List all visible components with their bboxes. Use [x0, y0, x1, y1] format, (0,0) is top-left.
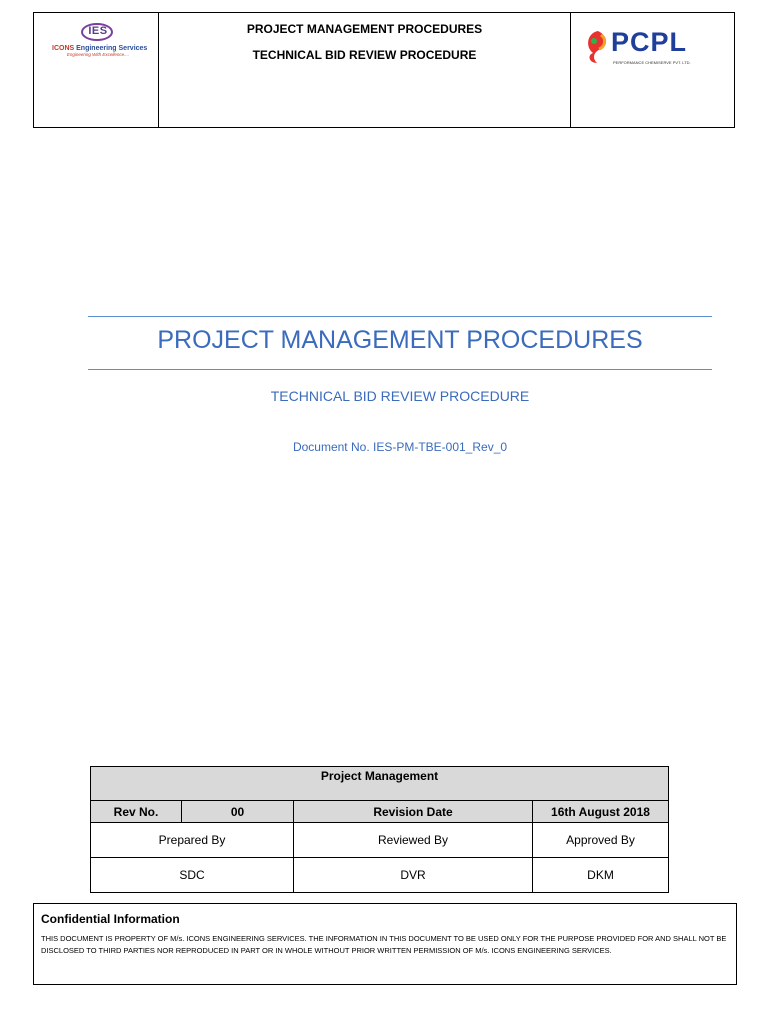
table-row — [91, 858, 669, 893]
header-title-cell — [159, 13, 570, 127]
approved-by-name: DKM — [533, 858, 669, 893]
header-line-2: TECHNICAL BID REVIEW PROCEDURE — [252, 48, 477, 62]
rev-no-value: 00 — [182, 801, 294, 823]
ies-logo-tagline: Engineering With Excellence.... — [66, 52, 130, 57]
page-header — [33, 12, 735, 128]
pcpl-logo-mark: PCPL — [611, 27, 688, 57]
document-number: Document No. IES-PM-TBE-001_Rev_0 — [292, 440, 508, 454]
ies-logo — [52, 23, 148, 57]
prepared-by-label: Prepared By — [91, 823, 294, 858]
revision-date-label: Revision Date — [294, 801, 533, 823]
prepared-by-name: SDC — [91, 858, 294, 893]
pcpl-swirl-icon — [583, 27, 613, 67]
document-title: PROJECT MANAGEMENT PROCEDURES — [157, 326, 643, 354]
reviewed-by-name: DVR — [294, 858, 533, 893]
revision-date-value: 16th August 2018 — [533, 801, 669, 823]
table-row — [91, 801, 669, 823]
title-rule-bottom — [88, 369, 712, 370]
header-left-logo-cell — [34, 13, 159, 127]
table-heading: Project Management — [91, 767, 669, 801]
header-right-logo-cell — [570, 13, 734, 127]
header-line-1: PROJECT MANAGEMENT PROCEDURES — [246, 22, 483, 36]
pcpl-logo — [583, 27, 691, 72]
document-subtitle: TECHNICAL BID REVIEW PROCEDURE — [270, 388, 530, 404]
title-rule-top — [88, 316, 712, 317]
table-row — [91, 767, 669, 801]
pcpl-logo-subtitle: PERFORMANCE CHEMISERVE PVT. LTD. — [613, 60, 691, 65]
project-management-table — [90, 766, 669, 893]
rev-no-label: Rev No. — [91, 801, 182, 823]
confidential-title: Confidential Information — [41, 912, 180, 926]
confidential-box — [33, 903, 737, 985]
approved-by-label: Approved By — [533, 823, 669, 858]
ies-logo-name: ICONS Engineering Services — [52, 45, 148, 52]
ies-logo-mark: IES — [81, 23, 115, 43]
reviewed-by-label: Reviewed By — [294, 823, 533, 858]
confidential-body: THIS DOCUMENT IS PROPERTY OF M/s. ICONS ENGINEERING SERVICES. THE INFORMATION IN THIS DOCUMENT TO BE USED ONLY FOR THE PURPOSE PROVIDED FOR AND SHALL NOT BE DISCLOSED TO THIRD PARTIES NOR REPRODUCED IN PART OR IN WHOLE WITHOUT PRIOR WRITTEN PERMISSION OF M/s. ICONS ENGINEERING SERVICES. — [41, 934, 727, 955]
table-row — [91, 823, 669, 858]
